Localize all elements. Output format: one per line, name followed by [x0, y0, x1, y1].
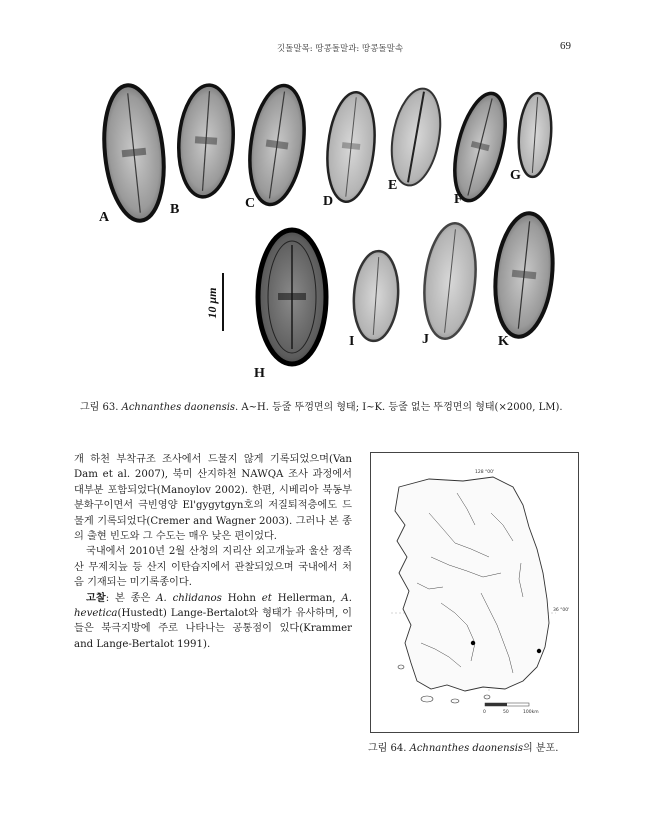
latitude-label: 36 °00' [553, 608, 570, 613]
panel-label-j: J [422, 332, 429, 347]
valve-i [351, 250, 401, 343]
longitude-label: 128 °00' [475, 470, 495, 475]
figure-64-caption [368, 742, 558, 756]
body-text [74, 452, 352, 652]
figure-63-caption-prefix: 그림 63. [80, 402, 122, 413]
panel-label-b: B [170, 202, 180, 217]
remarks-label: 고찰 [86, 591, 106, 604]
paragraph-3-species-2: A. hevetica [74, 592, 353, 620]
paragraph-2: 국내에서 2010년 2월 산청의 지리산 외고개늪과 울산 정족산 무제치늪 등 산지 이탄습지에서 관찰되었으며 국내에서 처음 기재되는 미기록종이다. [74, 546, 352, 589]
paragraph-3-et: et [261, 592, 272, 604]
paragraph-3-text-a: : 본 종은 [105, 592, 157, 604]
figure-63-caption [80, 401, 563, 415]
map-scale-label-0: 0 [483, 710, 486, 715]
valve-d [322, 90, 379, 204]
figure-63-micrograph-plate [70, 75, 580, 385]
valve-f [445, 88, 514, 205]
paragraph-3-text-c: Hellerman, [271, 592, 342, 604]
panel-label-a: A [99, 210, 110, 225]
valve-b [175, 83, 237, 198]
valve-a [98, 82, 170, 223]
map-scale-label-100: 100km [523, 710, 539, 715]
map-scale-label-50: 50 [503, 710, 509, 715]
scale-bar-label: 10 μm [205, 287, 219, 319]
panel-label-k: K [498, 334, 509, 349]
occurrence-point-ulsan [537, 649, 541, 653]
valve-k [490, 210, 559, 339]
panel-label-c: C [245, 196, 256, 211]
valve-e [385, 85, 447, 189]
valve-h [258, 230, 326, 364]
paragraph-3-text-d: (Hustedt) Lange-Bertalot와 형태가 유사하며, 이들은 북극지방에 주로 나타나는 공통점이 있다(Krammer and Lange-Bertalot 1991). [74, 608, 352, 650]
figure-64-caption-suffix: 의 분포. [523, 743, 559, 754]
paragraph-3-species-1: A. chlidanos [156, 592, 222, 604]
page-number: 69 [560, 40, 571, 52]
figure-64-distribution-map [370, 452, 579, 733]
panel-label-i: I [349, 334, 355, 349]
valve-c [243, 82, 311, 208]
occurrence-point-jirisan [471, 641, 475, 645]
figure-63-caption-rest: . A~H. 등줄 뚜껑면의 형태; I~K. 등줄 없는 뚜껑면의 형태(×2000, LM). [235, 402, 563, 413]
paragraph-3 [74, 591, 352, 653]
valve-g [516, 92, 554, 178]
valve-j [419, 221, 481, 342]
panel-label-f: F [454, 192, 463, 207]
panel-label-g: G [510, 168, 521, 183]
map-scale-bar [483, 703, 539, 715]
running-title: 깃돌말목: 땅콩돌말과: 땅콩돌말속 [276, 44, 404, 54]
figure-63-caption-species: Achnanthes daonensis [121, 402, 236, 413]
korea-peninsula-outline [395, 477, 549, 691]
scale-bar [205, 273, 223, 331]
paragraph-3-text-b: Hohn [221, 592, 262, 604]
paragraph-1: 개 하천 부착규조 조사에서 드물지 않게 기록되었으며(Van Dam et al. 2007), 북미 산지하천 NAWQA 조사 과정에서 대부분 포함되었다(Manoylov 2002). 한편, 시베리아 북동부 분화구이면서 극빈영양 El'gygytgyn호의 저질퇴적층에도 드물게 기록되었다(Cremer and Wagner 2003). 그러나 본 종의 출현 빈도와 그 수도는 매우 낮은 편이었다. [74, 454, 352, 543]
figure-64-caption-species: Achnanthes daonensis [409, 743, 524, 754]
panel-label-h: H [254, 366, 265, 381]
panel-label-d: D [323, 194, 334, 209]
panel-label-e: E [388, 178, 398, 193]
figure-64-caption-prefix: 그림 64. [368, 743, 410, 754]
